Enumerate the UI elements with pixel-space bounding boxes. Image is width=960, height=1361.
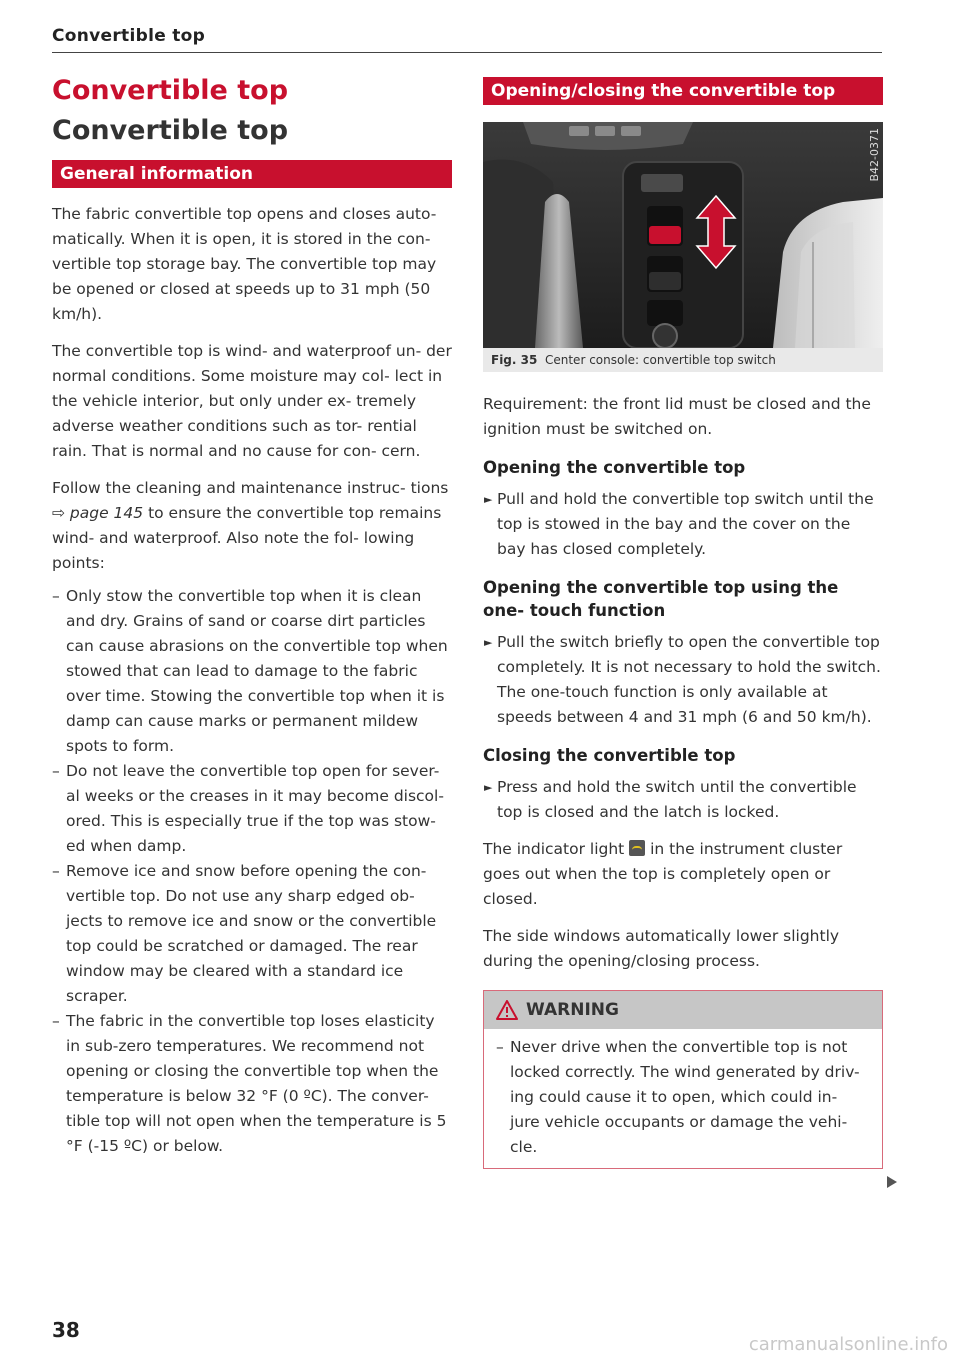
- dash-bullet: –: [52, 762, 60, 780]
- step-marker-icon: ►: [484, 493, 493, 506]
- list-item: [52, 1009, 452, 1159]
- paragraph-intro: The fabric convertible top opens and closes auto- matically. When it is open, it is stored in the con- vertible top storage bay. The convertible top may be opened or closed at speeds up to 31 mph (50 km/h).: [52, 205, 437, 323]
- list-item-text: Remove ice and snow before opening the con- vertible top. Do not use any sharp edged ob- jects to remove ice and snow or the convertible top could be scratched or damaged. The rear window may be cleared with a standard ice scraper.: [66, 862, 437, 1005]
- running-header: Convertible top: [52, 26, 206, 46]
- step-marker-icon: ►: [484, 636, 493, 649]
- page-reference-link[interactable]: ⇨ page 145: [52, 504, 144, 522]
- warning-item: [496, 1035, 870, 1160]
- one-touch-heading: Opening the convertible top using the one- touch function: [483, 578, 839, 620]
- watermark: carmanualsonline.info: [748, 1334, 948, 1355]
- warning-box: [483, 990, 883, 1169]
- list-item-text: Do not leave the convertible top open for sever- al weeks or the creases in it may become discol- ored. This is especially true if the top was stow- ed when damp.: [66, 762, 444, 855]
- dash-bullet: –: [52, 1012, 60, 1030]
- closing-step-text: Press and hold the switch until the convertible top is closed and the latch is locked.: [497, 778, 857, 821]
- warning-label: WARNING: [526, 1000, 619, 1020]
- list-item: [52, 859, 452, 1009]
- center-console-illustration: [483, 122, 883, 348]
- warning-triangle-icon: [496, 1000, 518, 1020]
- paragraph-cleaning-post: to ensure the convertible top remains wind- and waterproof. Also note the fol- lowing points:: [52, 504, 442, 572]
- list-item: [52, 759, 452, 859]
- opening-step-text: Pull and hold the convertible top switch until the top is stowed in the bay and the cover on the bay has closed completely.: [497, 490, 874, 558]
- dash-bullet: –: [52, 862, 60, 880]
- one-touch-step: [483, 630, 883, 730]
- page-number: 38: [52, 1318, 80, 1342]
- center-console-photo: [483, 122, 883, 348]
- list-item: [52, 584, 452, 759]
- indicator-post: in the instrument cluster goes out when the top is completely open or closed.: [483, 840, 843, 908]
- figure-35: [483, 122, 883, 372]
- section-title: Convertible top: [52, 115, 289, 146]
- requirement-text: Requirement: the front lid must be closed and the ignition must be switched on.: [483, 395, 871, 438]
- figure-label: Fig. 35: [491, 353, 538, 367]
- side-windows-paragraph: The side windows automatically lower slightly during the opening/closing process.: [483, 927, 840, 970]
- warning-body: [484, 1029, 882, 1168]
- list-item-text: Only stow the convertible top when it is clean and dry. Grains of sand or coarse dirt particles can cause abrasions on the convertible top when stowed that can lead to damage to the fabric over time. Stowing the convertible top when it is damp can cause marks or permanent mildew spots to form.: [66, 587, 448, 755]
- figure-code: B42-0371: [868, 128, 881, 182]
- step-marker-icon: ►: [484, 781, 493, 794]
- opening-step: [483, 487, 883, 562]
- figure-caption-text: Center console: convertible top switch: [544, 353, 776, 367]
- closing-step: [483, 775, 883, 825]
- indicator-paragraph: [483, 837, 883, 912]
- general-information-heading: General information: [52, 160, 452, 188]
- paragraph-cleaning-pre: Follow the cleaning and maintenance instruc- tions: [52, 479, 449, 497]
- dash-bullet: –: [52, 587, 60, 605]
- closing-heading: Closing the convertible top: [483, 746, 736, 765]
- right-column: [483, 77, 883, 1169]
- opening-heading: Opening the convertible top: [483, 458, 746, 477]
- dash-bullet: –: [496, 1038, 504, 1056]
- chapter-title: Convertible top: [52, 75, 289, 106]
- paragraph-cleaning: [52, 476, 452, 576]
- paragraph-waterproof: The convertible top is wind- and waterproof un- der normal conditions. Some moisture may col- lect in the vehicle interior, but only under ex- tremely adverse weather conditions such as tor- rential rain. That is normal and no cause for con- cern.: [52, 342, 452, 460]
- warning-item-text: Never drive when the convertible top is not locked correctly. The wind generated by driv- ing could cause it to open, which could in- jure vehicle occupants or damage the vehi- cle.: [510, 1038, 860, 1156]
- header-rule: [52, 52, 882, 53]
- figure-caption: [483, 348, 883, 372]
- indicator-pre: The indicator light: [483, 840, 630, 858]
- warning-header: [484, 991, 882, 1029]
- convertible-top-indicator-icon: [629, 840, 645, 856]
- one-touch-step-text: Pull the switch briefly to open the convertible top completely. It is not necessary to hold the switch. The one-touch function is only available at speeds between 4 and 31 mph (6 and 50 km/h).: [497, 633, 881, 726]
- opening-closing-heading: Opening/closing the convertible top: [483, 77, 883, 105]
- list-item-text: The fabric in the convertible top loses elasticity in sub-zero temperatures. We recommend not opening or closing the convertible top when the temperature is below 32 °F (0 ºC). The conver- tible top will not open when the temperature is 5 °F (-15 ºC) or below.: [66, 1012, 447, 1155]
- care-points-list: [52, 584, 452, 1159]
- continue-arrow-icon: [887, 1176, 897, 1188]
- left-column: [52, 74, 452, 1159]
